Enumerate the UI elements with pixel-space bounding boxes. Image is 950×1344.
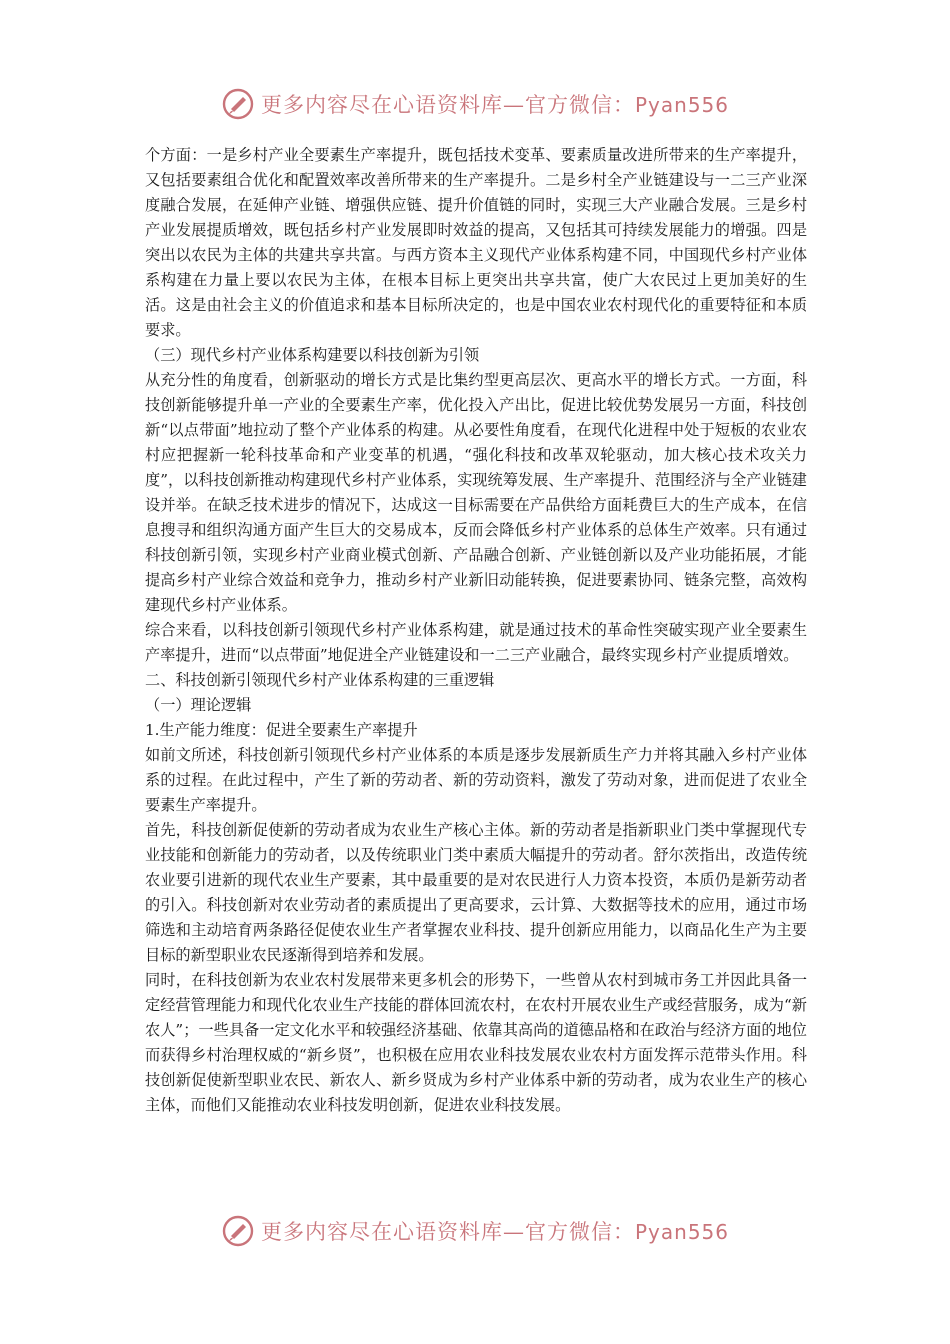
watermark-banner-bottom [0,1211,950,1251]
paragraph: 同时，在科技创新为农业农村发展带来更多机会的形势下，一些曾从农村到城市务工并因此具备一定经营管理能力和现代化农业生产技能的群体回流农村，在农村开展农业生产或经营服务，成为“新农人”；一些具备一定文化水平和较强经济基础、依靠其高尚的道德品格和在政治与经济方面的地位而获得乡村治理权威的“新乡贤”，也积极在应用农业科技发展农业农村方面发挥示范带头作用。科技创新促使新型职业农民、新农人、新乡贤成为乡村产业体系中新的劳动者，成为农业生产的核心主体，而他们又能推动农业科技发明创新，促进农业科技发展。 [145,971,807,1114]
paragraph: 首先，科技创新促使新的劳动者成为农业生产核心主体。新的劳动者是指新职业门类中掌握现代专业技能和创新能力的劳动者，以及传统职业门类中素质大幅提升的劳动者。舒尔茨指出，改造传统农业要引进新的现代农业生产要素，其中最重要的是对农民进行人力资本投资，本质仍是新劳动者的引入。科技创新对农业劳动者的素质提出了更高要求，云计算、大数据等技术的应用，通过市场筛选和主动培育两条路径促使农业生产者掌握农业科技、提升创新应用能力，以商品化生产为主要目标的新型职业农民逐渐得到培养和发展。 [145,821,807,964]
subsection-heading: 1.生产能力维度：促进全要素生产率提升 [145,721,418,739]
document-body [145,143,807,1118]
watermark-banner-top [0,84,950,124]
watermark-wechat-id: Pyan556 [634,93,729,117]
wechat-brush-logo-icon [221,87,255,121]
paragraph: 个方面：一是乡村产业全要素生产率提升，既包括技术变革、要素质量改进所带来的生产率提升，又包括要素组合优化和配置效率改善所带来的生产率提升。二是乡村全产业链建设与一二三产业深度融合发展，在延伸产业链、增强供应链、提升价值链的同时，实现三大产业融合发展。三是乡村产业发展提质增效，既包括乡村产业发展即时效益的提高，又包括其可持续发展能力的增强。四是突出以农民为主体的共建共享共富。与西方资本主义现代产业体系构建不同，中国现代乡村产业体系构建在力量上要以农民为主体，在根本目标上更突出共享共富，使广大农民过上更加美好的生活。这是由社会主义的价值追求和基本目标所决定的，也是中国农业农村现代化的重要特征和本质要求。 [145,146,807,339]
section-heading: （三）现代乡村产业体系构建要以科技创新为引领 [145,346,480,364]
watermark-main: 更多内容尽在心语资料库—官方微信： [260,1220,635,1244]
watermark-text [261,1216,729,1246]
paragraph: 如前文所述，科技创新引领现代乡村产业体系的本质是逐步发展新质生产力并将其融入乡村产业体系的过程。在此过程中，产生了新的劳动者、新的劳动资料，激发了劳动对象，进而促进了农业全要素生产率提升。 [145,746,807,814]
section-heading: 二、科技创新引领现代乡村产业体系构建的三重逻辑 [145,671,495,689]
watermark-wechat-id: Pyan556 [634,1220,729,1244]
watermark-main: 更多内容尽在心语资料库—官方微信： [260,93,635,117]
wechat-brush-logo-icon [221,1214,255,1248]
paragraph: 从充分性的角度看，创新驱动的增长方式是比集约型更高层次、更高水平的增长方式。一方面，科技创新能够提升单一产业的全要素生产率，优化投入产出比，促进比较优势发展另一方面，科技创新“以点带面”地拉动了整个产业体系的构建。从必要性角度看，在现代化进程中处于短板的农业农村应把握新一轮科技革命和产业变革的机遇，“强化科技和改革双轮驱动，加大核心技术攻关力度”，以科技创新推动构建现代乡村产业体系，实现统筹发展、生产率提升、范围经济与全产业链建设并举。在缺乏技术进步的情况下，达成这一目标需要在产品供给方面耗费巨大的生产成本，在信息搜寻和组织沟通方面产生巨大的交易成本，反而会降低乡村产业体系的总体生产效率。只有通过科技创新引领，实现乡村产业商业模式创新、产品融合创新、产业链创新以及产业功能拓展，才能提高乡村产业综合效益和竞争力，推动乡村产业新旧动能转换，促进要素协同、链条完整，高效构建现代乡村产业体系。 [145,371,807,614]
watermark-text [261,89,729,119]
subsection-heading: （一）理论逻辑 [145,696,252,714]
paragraph: 综合来看，以科技创新引领现代乡村产业体系构建，就是通过技术的革命性突破实现产业全要素生产率提升，进而“以点带面”地促进全产业链建设和一二三产业融合，最终实现乡村产业提质增效。 [145,621,807,664]
